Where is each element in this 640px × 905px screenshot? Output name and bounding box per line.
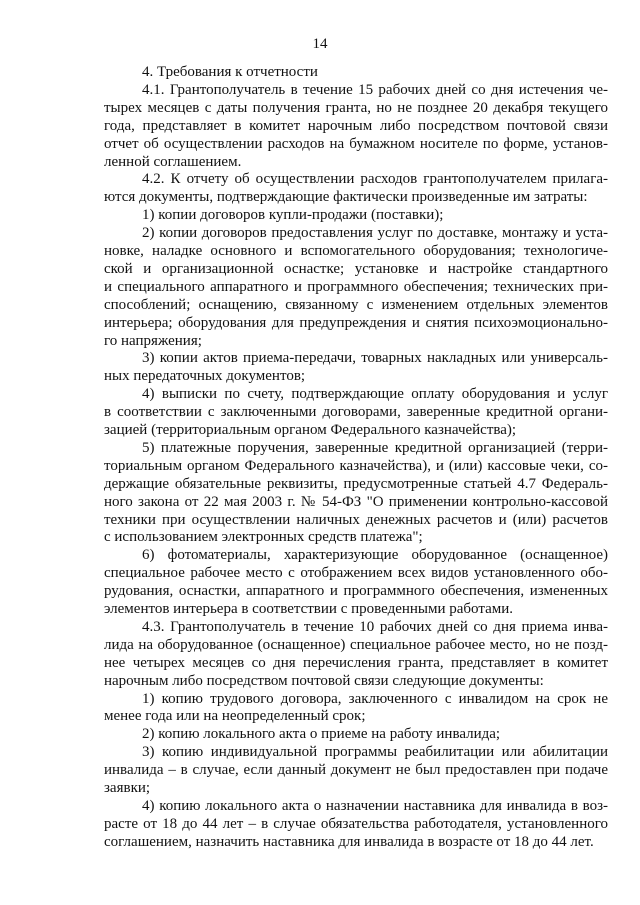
text-line: 4.2. К отчету об осуществлении расходов грантополучателем прилага- (142, 171, 608, 188)
text-line: лида на оборудованное (оснащенное) специальное рабочее место, но не позд- (104, 636, 608, 653)
text-line: 4) копию локального акта о назначении наставника для инвалида в воз- (142, 797, 608, 814)
text-line: интерьера; оборудования для предупреждения и снятия психоэмоционально- (104, 314, 608, 331)
section-heading: 4. Требования к отчетности (142, 64, 318, 80)
text-line: техники при осуществлении наличных денежных расчетов и (или) расчетов (104, 511, 608, 528)
text-line: 4.3. Грантополучатель в течение 10 рабочих дней со дня приема инва- (142, 618, 608, 635)
text-line: инвалида – в случае, если данный документ не был предоставлен при подаче (104, 762, 608, 779)
text-line: нарочным либо посредством почтовой связи следующие документы: (104, 672, 544, 689)
text-line: 2) копии договоров предоставления услуг по доставке, монтажу и уста- (142, 225, 608, 242)
text-line: ются документы, подтверждающие фактически произведенные им затраты: (104, 189, 588, 206)
text-line: года, представляет в комитет нарочным либо посредством почтовой связи (104, 117, 608, 134)
text-line: ного закона от 22 мая 2003 г. № 54-ФЗ "О применении контрольно-кассовой (104, 493, 608, 510)
text-line: тырех месяцев с даты получения гранта, но не позднее 20 декабря текущего (104, 99, 608, 116)
text-line: 1) копию трудового договора, заключенного с инвалидом на срок не (142, 690, 608, 707)
text-line: держащие обязательные реквизиты, предусмотренные статьей 4.7 Федераль- (104, 475, 608, 492)
text-line: заявки; (104, 780, 151, 796)
text-line: зацией (территориальным органом Федерального казначейства); (104, 422, 517, 438)
text-line: отчет об осуществлении расходов на бумажном носителе по форме, установ- (104, 135, 608, 152)
text-line: 3) копии актов приема-передачи, товарных накладных или универсаль- (142, 350, 608, 367)
text-line: новке, наладке основного и вспомогательного оборудования; технологиче- (104, 243, 608, 259)
text-line: ленной соглашением. (104, 153, 242, 170)
text-line: 6) фотоматериалы, характеризующие оборудованное (оснащенное) (142, 547, 608, 564)
text-line: рудования, оснастки, аппаратного и программного обеспечения, измененных (104, 583, 608, 600)
text-line: 2) копию локального акта о приеме на работу инвалида; (142, 726, 501, 743)
text-line: специальное рабочее место с отображением всех видов установленного обо- (104, 565, 608, 582)
text-line: ториальным органом Федерального казначейства), и (или) кассовые чеки, со- (104, 457, 608, 474)
text-line: 3) копию индивидуальной программы реабилитации или абилитации (142, 744, 608, 761)
text-line: расте от 18 до 44 лет – в случае обязательства работодателя, установленного (104, 815, 608, 832)
text-line: 4) выписки по счету, подтверждающие оплату оборудования и услуг (142, 386, 608, 403)
text-line: нее четырех месяцев со дня перечисления гранта, представляет в комитет (104, 654, 608, 671)
text-line: ных передаточных документов; (104, 368, 306, 385)
text-line: го напряжения; (104, 332, 202, 349)
text-line: соглашением, назначить наставника для инвалида в возрасте от 18 до 44 лет. (104, 833, 594, 850)
text-line: 5) платежные поручения, заверенные кредитной организацией (терри- (142, 439, 608, 456)
text-line: в соответствии с заключенными договорами, заверенные кредитной органи- (104, 404, 608, 421)
text-line: ской и организационной оснастке; установке и настройке стандартного (104, 260, 608, 277)
text-line: элементов интерьера в соответствии с проведенными работами. (104, 601, 514, 617)
text-line: с использованием электронных средств платежа"; (104, 529, 423, 546)
page-number: 14 (312, 36, 328, 52)
text-line: 1) копии договоров купли-продажи (поставки); (142, 207, 444, 224)
text-line: 4.1. Грантополучатель в течение 15 рабочих дней со дня истечения че- (142, 81, 608, 98)
text-line: способлений; оснащению, связанному с изменением отдельных элементов (104, 296, 608, 313)
text-line: менее года или на неопределенный срок; (104, 708, 366, 725)
text-line: и специального аппаратного и программного обеспечения; технических при- (104, 278, 608, 295)
